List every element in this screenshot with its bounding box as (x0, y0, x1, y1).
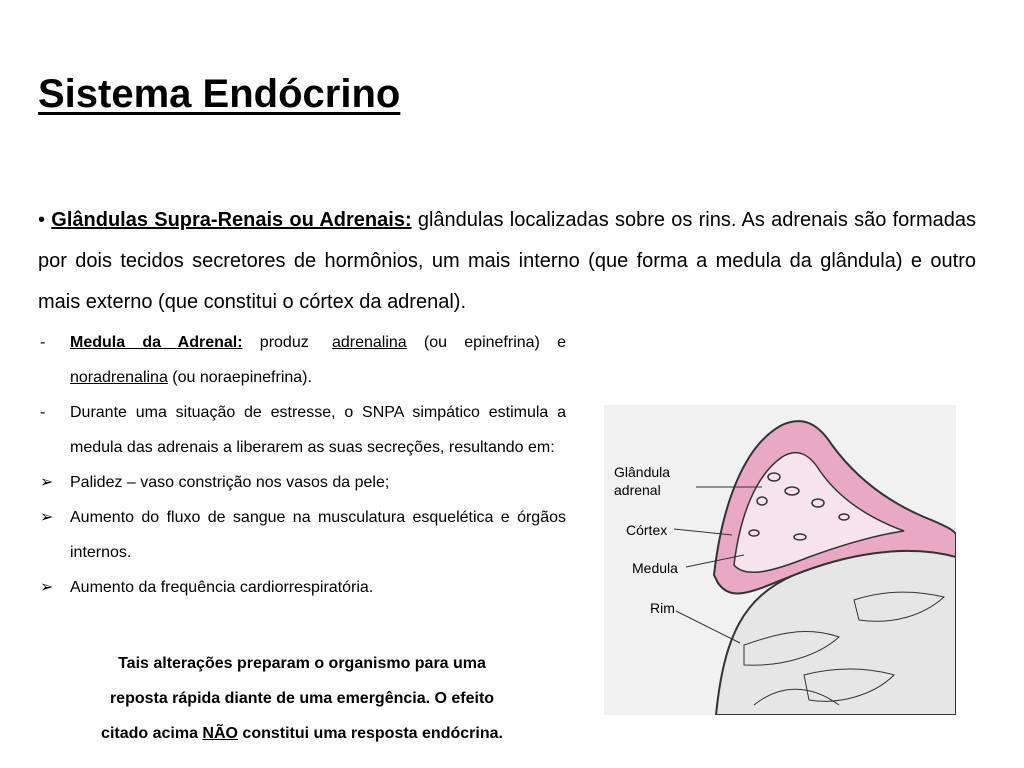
detail-list (38, 325, 566, 605)
list-item (38, 395, 566, 465)
page-title: Sistema Endócrino (38, 72, 401, 116)
arrow-bullet-icon: ➢ (40, 474, 54, 491)
item-text: Aumento da frequência cardiorrespiratória. (70, 579, 374, 596)
conclusion-line-3-pre: citado acima (101, 725, 203, 742)
intro-term: Glândulas Supra-Renais ou Adrenais: (51, 209, 412, 231)
adrenalina-term: adrenalina (331, 334, 407, 351)
noradrenalina-term: noradrenalina (70, 369, 168, 386)
conclusion-line-1: Tais alterações preparam o organismo para uma (118, 655, 486, 672)
label-adrenal: adrenal (614, 482, 661, 498)
item-text: Palidez – vaso constrição nos vasos da pele; (70, 474, 390, 491)
label-glandula: Glândula (614, 464, 671, 480)
conclusion-line-3-post: constitui uma resposta endócrina. (237, 725, 503, 742)
list-item (38, 325, 566, 395)
intro-paragraph (38, 200, 976, 323)
conclusion-emphasis: NÃO (202, 725, 238, 742)
item-text: Durante uma situação de estresse, o SNPA simpático estimula a medula das adrenais a liberarem as suas secreções, resultando em: (70, 404, 566, 456)
label-cortex: Córtex (626, 522, 668, 538)
list-item (38, 465, 566, 500)
dash-marker: - (40, 334, 46, 351)
conclusion (38, 646, 566, 751)
item-text: produz (242, 334, 326, 351)
label-rim: Rim (650, 600, 675, 616)
item-term: Medula da Adrenal: (70, 334, 243, 351)
label-medula: Medula (632, 560, 678, 576)
dash-marker: - (40, 404, 46, 421)
arrow-bullet-icon: ➢ (40, 509, 54, 526)
list-item (38, 570, 566, 605)
bullet: • (38, 209, 46, 231)
item-text: (ou noraepinefrina). (167, 369, 312, 386)
item-text: (ou epinefrina) e (406, 334, 567, 351)
item-text: Aumento do fluxo de sangue na musculatura esquelética e órgãos internos. (70, 509, 566, 561)
adrenal-gland-illustration (604, 405, 956, 715)
arrow-bullet-icon: ➢ (40, 579, 54, 596)
list-item (38, 500, 566, 570)
conclusion-line-2: reposta rápida diante de uma emergência. O efeito (109, 690, 495, 707)
intro-text: glândulas localizadas sobre os rins. As adrenais são formadas por dois tecidos secretores de hormônios, um mais interno (que forma a medula da glândula) e outro mais externo (que constitui o córtex da adrenal). (38, 209, 976, 313)
